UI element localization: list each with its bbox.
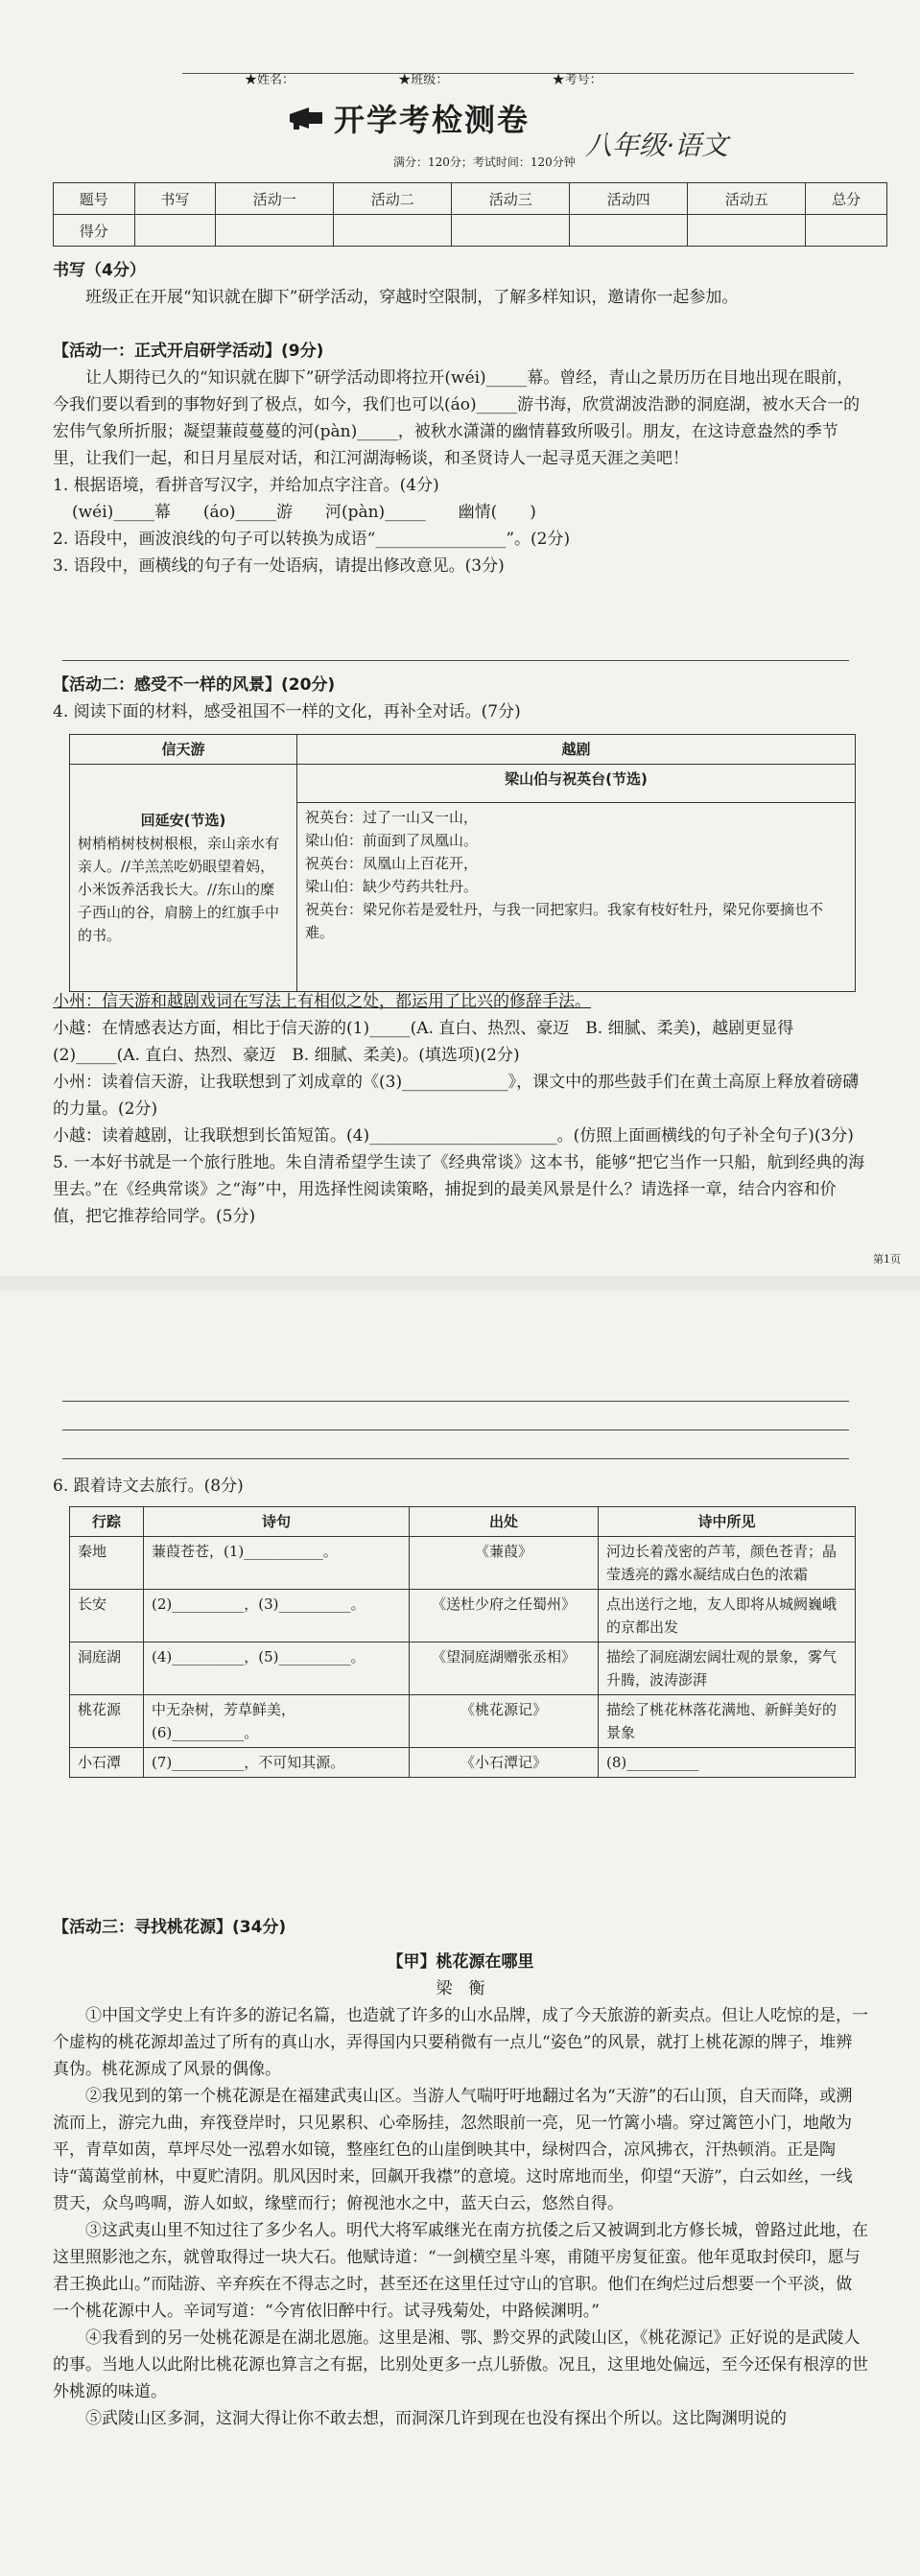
writing-title: 书写（4分） [53,261,146,280]
poetry-line[interactable]: (7)__________，不可知其源。 [144,1748,410,1778]
score-cell[interactable] [452,215,570,247]
poetry-line[interactable]: 中无杂树，芳草鲜美，(6)__________。 [144,1695,410,1748]
header-rule [182,73,854,74]
score-value-row [54,215,887,247]
yueju-line: 祝英台：梁兄你若是爱牡丹，与我一同把家归。我家有枝好牡丹，梁兄你要摘也不难。 [305,901,824,942]
poetry-table [69,1506,856,1778]
poetry-row [70,1695,856,1748]
poetry-row [70,1537,856,1590]
poetry-line[interactable]: 蒹葭苍苍，(1)___________。 [144,1537,410,1590]
header-fields [245,69,602,87]
question-5: 5. 一本好书就是一个旅行胜地。朱自清希望学生读了《经典常谈》这本书，能够“把它当作一只船，航到经典的海里去。”在《经典常谈》之“海”中，用选择性阅读策略，捕捉到的最美风景是什么？请选择一章，结合内容和价值，把它推荐给同学。(5分) [53,1153,865,1226]
score-header-cell: 题号 [54,183,135,215]
xintianyou-subtitle: 回延安(节选) [140,812,226,829]
poetry-source: 《小石潭记》 [410,1748,599,1778]
poetry-place: 长安 [70,1590,144,1642]
material-col-yueju: 越剧 [297,735,856,765]
question-2[interactable]: 2. 语段中，画波浪线的句子可以转换为成语“________________”。(2分) [53,530,571,549]
poetry-place: 秦地 [70,1537,144,1590]
poetry-seen: 点出送行之地，友人即将从城阙巍峨的京都出发 [599,1590,856,1642]
poetry-line[interactable]: (2)__________，(3)__________。 [144,1590,410,1642]
score-cell[interactable] [334,215,452,247]
poetry-source: 《桃花源记》 [410,1695,599,1748]
poetry-row [70,1642,856,1695]
question-4: 4. 阅读下面的材料，感受祖国不一样的文化，再补全对话。(7分) [53,702,521,721]
page-title: 开学考检测卷 [334,102,531,138]
article-paragraph: ⑤武陵山区多洞，这洞大得让你不敢去想，而洞深几许到现在也没有探出个所以。这比陶渊明说的 [85,2409,787,2428]
poetry-seen: 描绘了桃花林落花满地、新鲜美好的景象 [599,1695,856,1748]
material-table [69,734,856,992]
yueju-line: 祝英台：过了一山又一山， [305,809,479,827]
poetry-row [70,1748,856,1778]
yueju-subtitle: 梁山伯与祝英台(节选) [297,765,856,803]
dialogue-2[interactable]: 小越：在情感表达方面，相比于信天游的(1)_____(A. 直白、热烈、豪迈 B. 细腻、柔美)，越剧更显得(2)_____(A. 直白、热烈、豪迈 B. 细腻、柔美)。(填选项)(2分) [53,1019,794,1065]
question-3: 3. 语段中，画横线的句子有一处语病，请提出修改意见。(3分) [53,556,505,576]
score-cell[interactable] [570,215,688,247]
poetry-line[interactable]: (4)__________，(5)__________。 [144,1642,410,1695]
title-block [288,96,530,140]
answer-line[interactable] [62,1458,849,1459]
article-title: 【甲】桃花源在哪里 [387,1952,534,1972]
poetry-source: 《望洞庭湖赠张丞相》 [410,1642,599,1695]
score-header-cell: 活动五 [688,183,806,215]
poetry-header-cell: 出处 [410,1507,599,1537]
article-author: 梁 衡 [436,1979,485,1998]
exam-no-label: ★考号： [552,73,602,87]
dialogue-4[interactable]: 小越：读着越剧，让我联想到长笛短笛。(4)_______________________。(仿照上面画横线的句子补全句子)(3分) [53,1126,854,1146]
poetry-header-cell: 行踪 [70,1507,144,1537]
yueju-line: 祝英台：凤凰山上百花开， [305,855,479,873]
score-header-cell: 活动一 [216,183,334,215]
page-sheet-1 [0,0,920,1276]
activity2-title: 【活动二：感受不一样的风景】(20分) [53,675,336,695]
yueju-cell [297,803,856,992]
poetry-place: 洞庭湖 [70,1642,144,1695]
xintianyou-cell [70,765,297,992]
score-cell[interactable] [688,215,806,247]
score-cell[interactable] [216,215,334,247]
poetry-header-cell: 诗中所见 [599,1507,856,1537]
activity3-title: 【活动三：寻找桃花源】(34分) [53,1918,287,1937]
dialogue-section [53,988,868,1230]
writing-section [53,257,868,311]
answer-line[interactable] [62,1401,849,1402]
xintianyou-text: 树梢梢树枝树根根，亲山亲水有亲人。//羊羔羔吃奶眼望着妈，小米饭养活我长大。//东山的糜子西山的谷，肩膀上的红旗手中的书。 [78,835,280,944]
activity1-section [53,338,868,579]
yueju-line: 梁山伯：前面到了凤凰山。 [305,832,479,850]
writing-intro: 班级正在开展“知识就在脚下”研学活动，穿越时空限制，了解多样知识，邀请你一起参加。 [85,288,739,307]
activity1-passage: 让人期待已久的“知识就在脚下”研学活动即将拉开(wéi)_____幕。曾经，青山之景历历在目地出现在眼前，今我们要以看到的事物好到了极点，如今，我们也可以(áo)_____游书海，欣赏湖波浩渺的洞庭湖，被水天合一的宏伟气象所折服；凝望蒹葭蔓蔓的河(pàn)_____，被秋水潇潇的幽情暮致所吸引。朋友，在这诗意盎然的季节里，让我们一起，和日月星辰对话，和江河湖海畅谈，和圣贤诗人一起寻觅天涯之美吧！ [53,368,861,468]
handwritten-grade: 八年级·语文 [585,130,728,161]
score-header-cell: 活动二 [334,183,452,215]
article-paragraph: ②我见到的第一个桃花源是在福建武夷山区。当游人气喘吁吁地翻过名为“天游”的石山顶，自天而降，或溯流而上，游完九曲，弃筏登岸时，只见累积、心牵肠挂，忽然眼前一亮，见一竹篱小墙。穿过篱笆小门，地敞为平，青草如茵，草坪尽处一泓碧水如镜，整座红色的山崖倒映其中，绿树四合，凉风拂衣，汗热顿消。正是陶诗“蔼蔼堂前林，中夏贮清阴。肌风因时来，回飙开我襟”的意境。这时席地而坐，仰望“天游”，白云如丝，一线贯天，众鸟鸣啁，游人如蚁，缘壁而行；俯视池水之中，蓝天白云，悠然自得。 [53,2087,853,2213]
article-paragraph: ④我看到的另一处桃花源是在湖北恩施。这里是湘、鄂、黔交界的武陵山区，《桃花源记》正好说的是武陵人的事。当地人以此附比桃花源也算言之有据，比别处更多一点儿骄傲。况且，这里地处偏远，至今还保有根淳的世外桃源的味道。 [53,2328,868,2401]
dialogue-1: 小州：信天游和越剧戏词在写法上有相似之处，都运用了比兴的修辞手法。 [53,992,591,1011]
exam-meta: 满分：120分；考试时间：120分钟 [393,155,576,169]
activity3-section [53,1914,868,2432]
poetry-row [70,1590,856,1642]
poetry-seen[interactable]: (8)__________ [599,1748,856,1778]
poetry-place: 小石潭 [70,1748,144,1778]
yueju-line: 梁山伯：缺少芍药共牡丹。 [305,878,479,896]
question-1: 1. 根据语境，看拼音写汉字，并给加点字注音。(4分) [53,476,439,495]
page-sheet-2 [0,1290,920,2576]
name-label: ★姓名： [245,73,295,87]
score-header-cell: 活动四 [570,183,688,215]
page-number: 第1页 [873,1253,901,1265]
poetry-source: 《蒹葭》 [410,1537,599,1590]
material-col-xintianyou: 信天游 [70,735,297,765]
megaphone-icon [288,105,326,131]
dialogue-3[interactable]: 小州：读着信天游，让我联想到了刘成章的《(3)_____________》，课文中的那些鼓手们在黄土高原上释放着磅礴的力量。(2分) [53,1073,860,1119]
poetry-header-cell: 诗句 [144,1507,410,1537]
poetry-seen: 描绘了洞庭湖宏阔壮观的景象，雾气升腾，波涛澎湃 [599,1642,856,1695]
question-1-items[interactable]: (wéi)_____幕 (áo)_____游 河(pàn)_____ 幽情( ) [72,503,536,522]
score-cell[interactable] [806,215,887,247]
activity2-section [53,672,868,725]
poetry-place: 桃花源 [70,1695,144,1748]
score-header-row [54,183,887,215]
article-paragraph: ③这武夷山里不知过往了多少名人。明代大将军戚继光在南方抗倭之后又被调到北方修长城，曾路过此地，在这里照影池之东，就曾取得过一块大石。他赋诗道：“一剑横空星斗寒，甫随平房复征蛮。他年觅取封侯印，愿与君王换此山。”而陆游、辛弃疾在不得志之时，甚至还在这里任过守山的官职。他们在绚烂过后想要一个平淡，做一个桃花源中人。辛词写道：“今宵依旧醉中行。试寻残菊处，中路候渊明。” [53,2221,868,2321]
score-header-cell: 书写 [134,183,216,215]
score-header-cell: 总分 [806,183,887,215]
score-cell[interactable] [134,215,216,247]
article-paragraph: ①中国文学史上有许多的游记名篇，也造就了许多的山水品牌，成了今天旅游的新卖点。但让人吃惊的是，一个虚构的桃花源却盖过了所有的真山水，弄得国内只要稍微有一点儿“姿色”的风景，就打上桃花源的牌子，堆辨真伪。桃花源成了风景的偶像。 [53,2006,868,2079]
poetry-seen: 河边长着茂密的芦苇，颜色苍青；晶莹透亮的露水凝结成白色的浓霜 [599,1537,856,1590]
score-row-label: 得分 [54,215,135,247]
answer-line[interactable] [62,660,849,661]
poetry-source: 《送杜少府之任蜀州》 [410,1590,599,1642]
score-header-cell: 活动三 [452,183,570,215]
activity1-title: 【活动一：正式开启研学活动】(9分) [53,342,324,361]
class-label: ★班级： [398,73,449,87]
question-6: 6. 跟着诗文去旅行。(8分) [53,1477,244,1496]
score-table [53,182,887,247]
